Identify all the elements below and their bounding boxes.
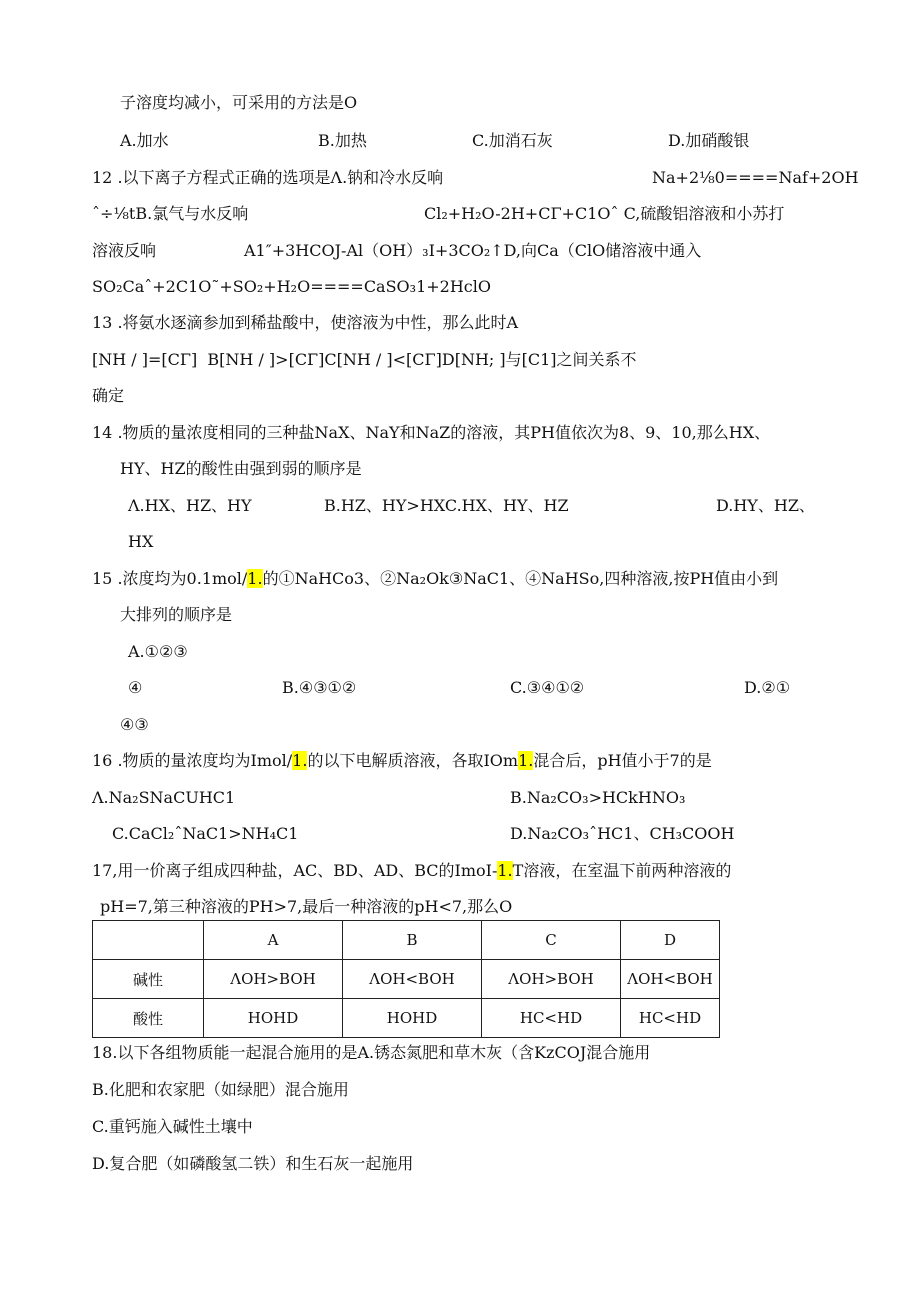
q11-stem-cont: 子溶度均减小，可采用的方法是O <box>120 93 358 112</box>
table-cell: HOHD <box>343 999 482 1038</box>
q14-option-a: Λ.HX、HZ、HY <box>128 496 252 515</box>
q16-option-d: D.Na₂CO₃ˆHC1、CH₃COOH <box>510 824 735 843</box>
table-cell: ΛOH<BOH <box>621 960 720 999</box>
q17-stem: 17,用一价离子组成四种盐，AC、BD、AD、BC的ImoI-1.T溶液，在室温下前两种溶液的 <box>92 861 732 880</box>
q12-line3: 溶液反响 <box>92 241 157 260</box>
q17-options-table <box>92 920 720 1038</box>
highlight-mark: 1. <box>518 751 534 770</box>
q17-stem-cont: pH=7,第三种溶液的PH>7,最后一种溶液的pH<7,那么O <box>100 897 513 916</box>
table-row <box>93 999 720 1038</box>
table-cell: ΛOH>BOH <box>482 960 621 999</box>
highlight-mark: 1. <box>247 569 263 588</box>
q16-stem: 16 .物质的量浓度均为Imol/1.的以下电解质溶液，各取IOm1.混合后，pH值小于7的是 <box>92 751 712 770</box>
highlight-mark: 1. <box>497 861 513 880</box>
q14-option-d: D.HY、HZ、 <box>716 496 815 515</box>
q15-option-a: A.①②③ <box>128 642 188 661</box>
q12-option-b-equation: Cl₂+H₂O-2H+CΓ+C1Oˆ C,硫酸铝溶液和小苏打 <box>424 204 785 223</box>
q12-line1: 12 .以下离子方程式正确的选项是Λ.钠和冷水反响 <box>92 168 444 187</box>
table-header-cell: C <box>482 921 621 960</box>
q15-stem-cont: 大排列的顺序是 <box>120 605 233 624</box>
table-cell: HC<HD <box>621 999 720 1038</box>
q15-option-d-cont: ④③ <box>120 715 149 734</box>
table-cell: ΛOH>BOH <box>204 960 343 999</box>
q12-option-c-equation: A1″+3HCOJ-Al（OH）₃I+3CO₂↑D,向Ca（ClO储溶液中通入 <box>244 241 702 260</box>
table-header-cell: A <box>204 921 343 960</box>
q18-option-d: D.复合肥（如磷酸氢二铁）和生石灰一起施用 <box>92 1154 414 1173</box>
q13-options: [NH / ]=[CΓ] B[NH / ]>[CΓ]C[NH / ]<[CΓ]D[NH; ]与[C1]之间关系不 <box>92 350 637 369</box>
q15-option-b: B.④③①② <box>282 678 357 697</box>
q13-stem: 13 .将氨水逐滴参加到稀盐酸中，使溶液为中性，那么此时A <box>92 313 519 332</box>
q11-option-a: A.加水 <box>120 131 169 150</box>
table-cell: ΛOH<BOH <box>343 960 482 999</box>
q13-options-cont: 确定 <box>92 386 125 405</box>
q15-stem: 15 .浓度均为0.1mol/1.的①NaHCo3、②Na₂Ok③NaC1、④NaHSo,四种溶液,按PH值由小到 <box>92 569 779 588</box>
q14-stem-cont: HY、HZ的酸性由强到弱的顺序是 <box>120 459 362 478</box>
q18-stem: 18.以下各组物质能一起混合施用的是A.锈态氮肥和草木灰（含KzCOJ混合施用 <box>92 1043 651 1062</box>
table-cell: HOHD <box>204 999 343 1038</box>
q14-option-d-cont: HX <box>128 532 154 551</box>
q11-option-c: C.加消石灰 <box>472 131 553 150</box>
q11-option-b: B.加热 <box>318 131 367 150</box>
table-header-cell: D <box>621 921 720 960</box>
table-header-cell <box>93 921 204 960</box>
q16-option-c: C.CaCl₂ˆNaC1>NH₄C1 <box>112 824 299 843</box>
q14-stem: 14 .物质的量浓度相同的三种盐NaX、NaY和NaZ的溶液，其PH值依次为8、9、10,那么HX、 <box>92 423 771 442</box>
q12-option-d-equation: SO₂Caˆ+2C1O˜+SO₂+H₂O====CaSO₃1+2HclO <box>92 277 491 296</box>
table-cell: 酸性 <box>93 999 204 1038</box>
table-row <box>93 960 720 999</box>
q12-line2: ˆ÷⅛tB.氯气与水反响 <box>92 204 249 223</box>
q14-option-bc: B.HZ、HY>HXC.HX、HY、HZ <box>324 496 569 515</box>
table-header-cell: B <box>343 921 482 960</box>
q18-option-b: B.化肥和农家肥（如绿肥）混合施用 <box>92 1080 349 1099</box>
table-cell: HC<HD <box>482 999 621 1038</box>
q15-option-a-cont: ④ <box>128 678 143 697</box>
q16-option-b: B.Na₂CO₃>HCkHNO₃ <box>510 788 686 807</box>
q15-option-d: D.②① <box>744 678 791 697</box>
q18-option-c: C.重钙施入碱性土壤中 <box>92 1117 253 1136</box>
highlight-mark: 1. <box>292 751 308 770</box>
q15-option-c: C.③④①② <box>510 678 585 697</box>
table-header-row <box>93 921 720 960</box>
q12-option-a-equation: Na+2⅛0====Naf+2OH <box>652 168 859 187</box>
q11-option-d: D.加硝酸银 <box>668 131 750 150</box>
q16-option-a: Λ.Na₂SNaCUHC1 <box>92 788 236 807</box>
table-cell: 碱性 <box>93 960 204 999</box>
